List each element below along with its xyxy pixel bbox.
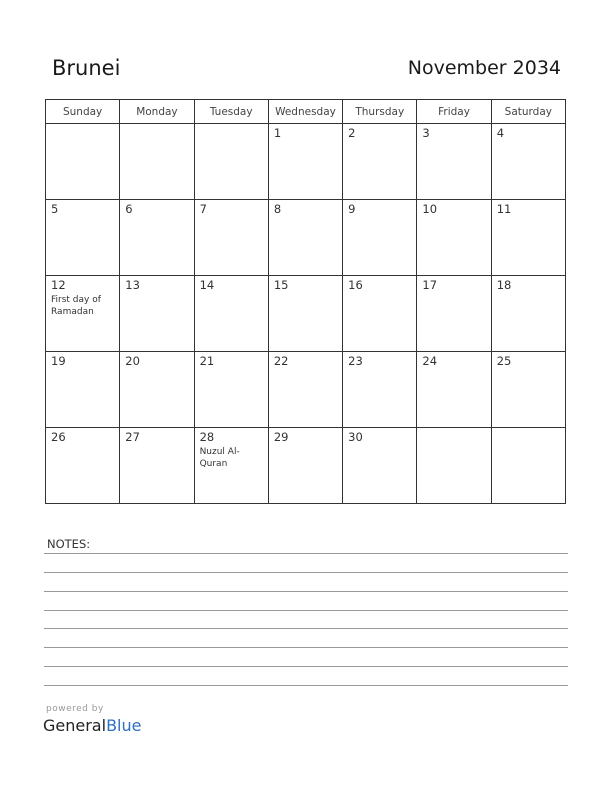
- day-number: 16: [348, 278, 363, 292]
- day-cell: [46, 200, 120, 276]
- note-line: [44, 685, 568, 686]
- day-cell: [120, 200, 194, 276]
- day-cell: [46, 124, 120, 200]
- note-line: [44, 572, 568, 573]
- day-cell: [46, 276, 120, 352]
- day-number: 24: [422, 354, 438, 368]
- weekday-header: Monday: [120, 100, 194, 124]
- day-cell: [343, 276, 417, 352]
- day-cell: [120, 124, 194, 200]
- day-number: 21: [199, 354, 215, 368]
- day-number: 27: [125, 430, 140, 444]
- week-row: [46, 124, 566, 200]
- day-cell: [46, 428, 120, 504]
- week-row: [46, 200, 566, 276]
- day-number: 26: [51, 430, 66, 444]
- day-cell: [268, 124, 342, 200]
- day-cell: [491, 276, 565, 352]
- weekday-header-row: [46, 100, 566, 124]
- day-cell: [268, 428, 342, 504]
- day-cell: [120, 276, 194, 352]
- day-number: 20: [125, 354, 140, 368]
- day-number: 25: [496, 354, 512, 368]
- day-cell: [120, 352, 194, 428]
- day-number: 3: [422, 126, 430, 140]
- note-line: [44, 647, 568, 648]
- day-cell: [343, 352, 417, 428]
- day-number: 8: [273, 202, 282, 216]
- day-number: 4: [496, 126, 505, 140]
- month-title: November 2034: [407, 57, 561, 79]
- day-cell: [46, 352, 120, 428]
- day-cell: [417, 428, 491, 504]
- note-line: [44, 591, 568, 592]
- day-number: 18: [496, 278, 512, 292]
- day-number: 29: [273, 430, 289, 444]
- weekday-header: Sunday: [46, 100, 120, 124]
- brand-name-general: General: [43, 716, 107, 735]
- day-cell: [491, 124, 565, 200]
- day-cell: [343, 200, 417, 276]
- weekday-header: Friday: [417, 100, 491, 124]
- day-cell: [194, 124, 268, 200]
- day-number: 14: [199, 278, 215, 292]
- day-number: 15: [273, 278, 289, 292]
- holiday-label: First day of Ramadan: [51, 295, 101, 317]
- calendar-body: [46, 124, 566, 504]
- day-cell: [194, 428, 268, 504]
- day-number: 30: [348, 430, 363, 444]
- day-cell: [194, 200, 268, 276]
- day-number: 11: [496, 202, 512, 216]
- day-number: 13: [125, 278, 140, 292]
- brand-name-blue: Blue: [106, 716, 142, 735]
- day-number: 23: [348, 354, 363, 368]
- day-number: 10: [422, 202, 438, 216]
- day-number: 28: [199, 430, 215, 444]
- notes-label: NOTES:: [47, 537, 91, 551]
- day-number: 9: [348, 202, 356, 216]
- weekday-header: Tuesday: [194, 100, 268, 124]
- day-cell: [343, 124, 417, 200]
- weekday-header: Wednesday: [268, 100, 342, 124]
- day-number: 19: [51, 354, 66, 368]
- day-cell: [268, 276, 342, 352]
- day-number: 7: [199, 202, 207, 216]
- note-line: [44, 553, 568, 554]
- day-cell: [491, 352, 565, 428]
- day-cell: [120, 428, 194, 504]
- day-cell: [194, 276, 268, 352]
- week-row: [46, 428, 566, 504]
- holiday-label: Nuzul Al-Quran: [199, 447, 240, 469]
- day-cell: [268, 352, 342, 428]
- day-cell: [268, 200, 342, 276]
- day-cell: [491, 200, 565, 276]
- day-cell: [194, 352, 268, 428]
- day-cell: [417, 200, 491, 276]
- note-line: [44, 666, 568, 667]
- calendar-grid: [45, 99, 566, 504]
- day-number: 2: [348, 126, 356, 140]
- day-number: 12: [51, 278, 66, 292]
- day-number: 17: [422, 278, 438, 292]
- day-cell: [343, 428, 417, 504]
- day-cell: [417, 276, 491, 352]
- note-line: [44, 628, 568, 629]
- note-line: [44, 610, 568, 611]
- weekday-header: Saturday: [491, 100, 565, 124]
- day-cell: [417, 352, 491, 428]
- day-cell: [417, 124, 491, 200]
- day-number: 6: [125, 202, 133, 216]
- week-row: [46, 276, 566, 352]
- country-title: Brunei: [52, 56, 121, 80]
- powered-by-text: powered by: [46, 704, 104, 714]
- day-number: 22: [273, 354, 289, 368]
- day-number: 1: [273, 126, 282, 140]
- brand-logo: [43, 716, 141, 735]
- weekday-header: Thursday: [343, 100, 417, 124]
- day-number: 5: [51, 202, 59, 216]
- week-row: [46, 352, 566, 428]
- day-cell: [491, 428, 565, 504]
